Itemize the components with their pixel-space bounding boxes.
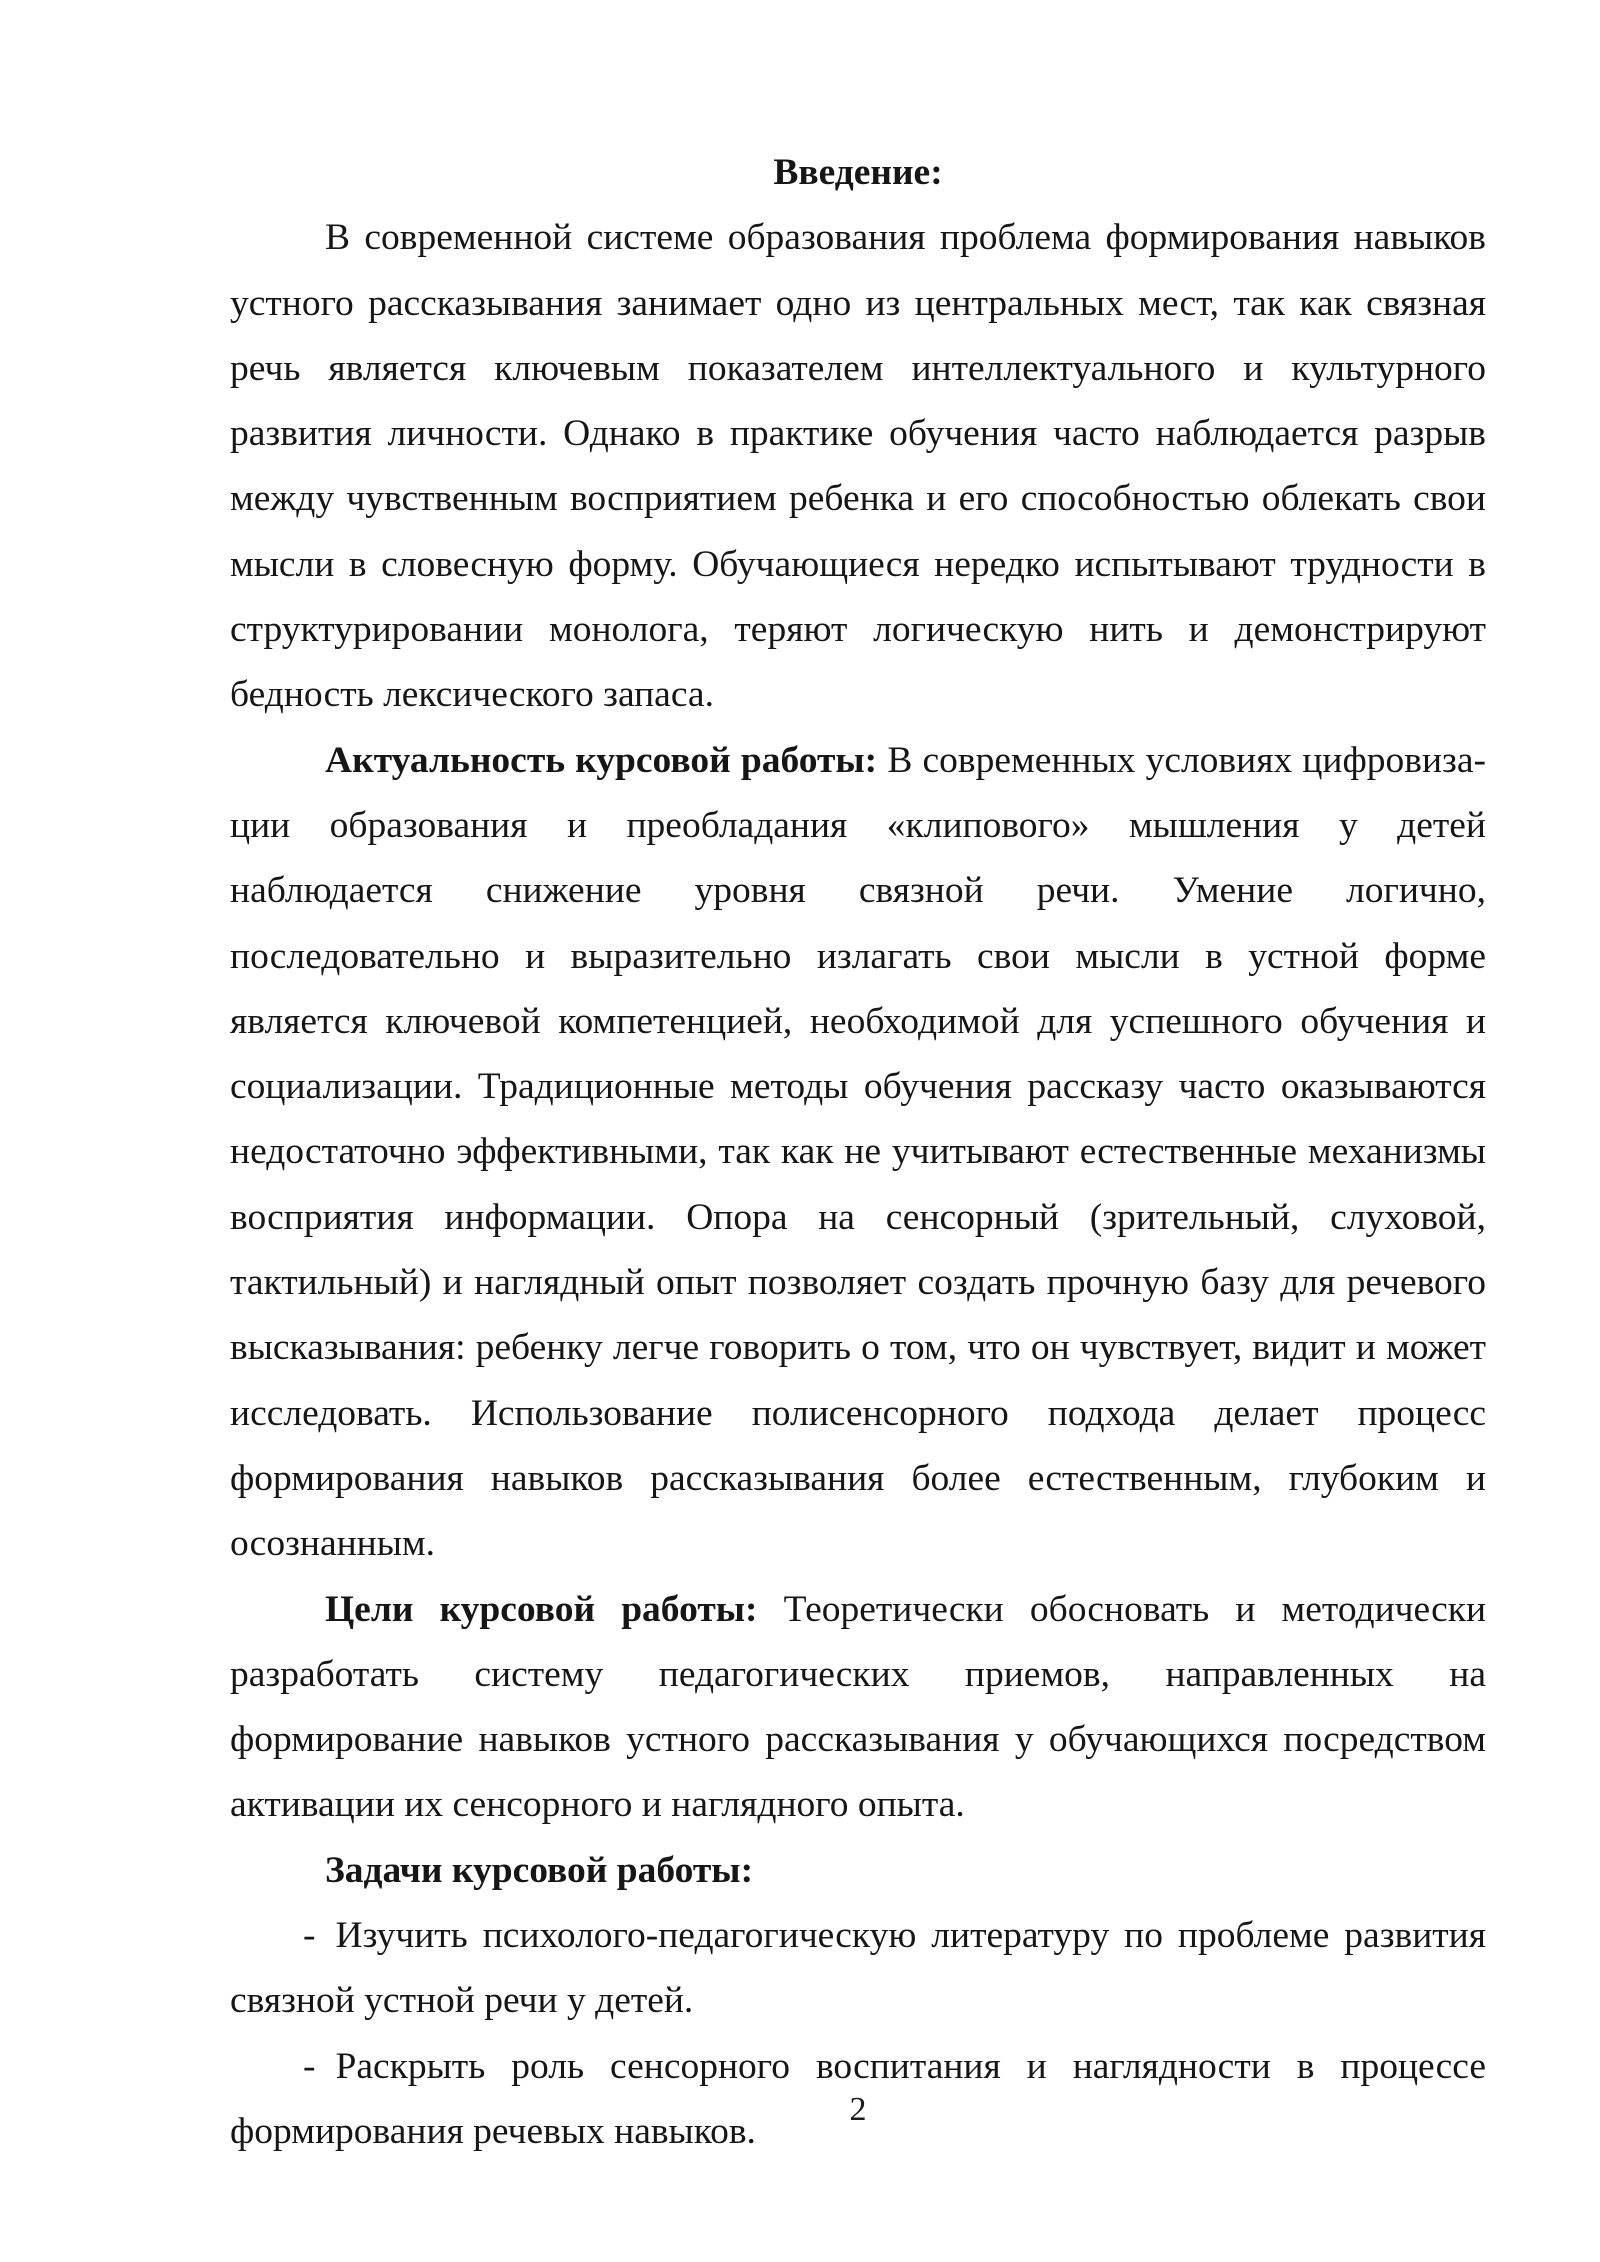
paragraph-goals: [230, 1577, 1486, 1838]
paragraph-relevance: [230, 728, 1486, 1577]
paragraph-intro: [230, 205, 1486, 727]
task-item-1: [230, 1903, 1486, 2034]
task-1-text: Изучить психолого-педагогическую литературу по проблеме развития связной устной речи у детей.: [230, 1915, 1486, 2022]
objectives-heading: Задачи курсовой работы:: [325, 1849, 754, 1891]
paragraph-objectives-heading: [230, 1838, 1486, 1903]
paragraph-goals-text: Теоретически обосновать и методически разработать систему педагогических приемов, направленных на формирование навыков устного рассказывания у обучающихся посредством активации их сенсорного и наглядного опыта.: [230, 1588, 1487, 1826]
paragraph-intro-text: В современной системе образования проблема формирования навыков устного рассказывания занимает одно из центральных мест, так как связная речь является ключевым показателем интеллектуального и культурного развития личности. Однако в практике обучения часто наблюдается разрыв между чувственным восприятием ребенка и его способностью облекать свои мысли в словесную форму. Обучающиеся нередко испытывают трудности в структурировании монолога, теряют логическую нить и демонстрируют бедность лексического запаса.: [230, 217, 1486, 716]
paragraph-relevance-text: В современных условиях цифровизации образования и преобладания «клипового» мышления у детей наблюдается снижение уровня связной речи. Умение логично, последовательно и выразительно излагать свои мысли в устной форме является ключевой компетенцией, необходимой для успешного обучения и социализации. Традиционные методы обучения рассказу часто оказываются недостаточно эффективными, так как не учитывают естественные механизмы восприятия информации. Опора на сенсорный (зрительный, слуховой, тактильный) и наглядный опыт позволяет создать прочную базу для речевого высказывания: ребенку легче говорить о том, что он чувствует, видит и может исследовать. Использование полисенсорного подхода делает процесс формирования навыков рассказывания более естественным, глубоким и осознанным.: [230, 739, 1487, 1565]
page-number: 2: [849, 2091, 867, 2128]
task-1-dash-marker: -: [303, 1915, 316, 1957]
task-2-dash-marker: -: [303, 2045, 316, 2087]
page-title: Введение:: [773, 152, 943, 193]
task-2-text: Раскрыть роль сенсорного воспитания и наглядности в процессе формирования речевых навыков.: [230, 2045, 1486, 2152]
goals-heading: Цели курсовой работы:: [325, 1588, 758, 1630]
relevance-heading: Актуальность курсовой работы:: [325, 739, 878, 781]
